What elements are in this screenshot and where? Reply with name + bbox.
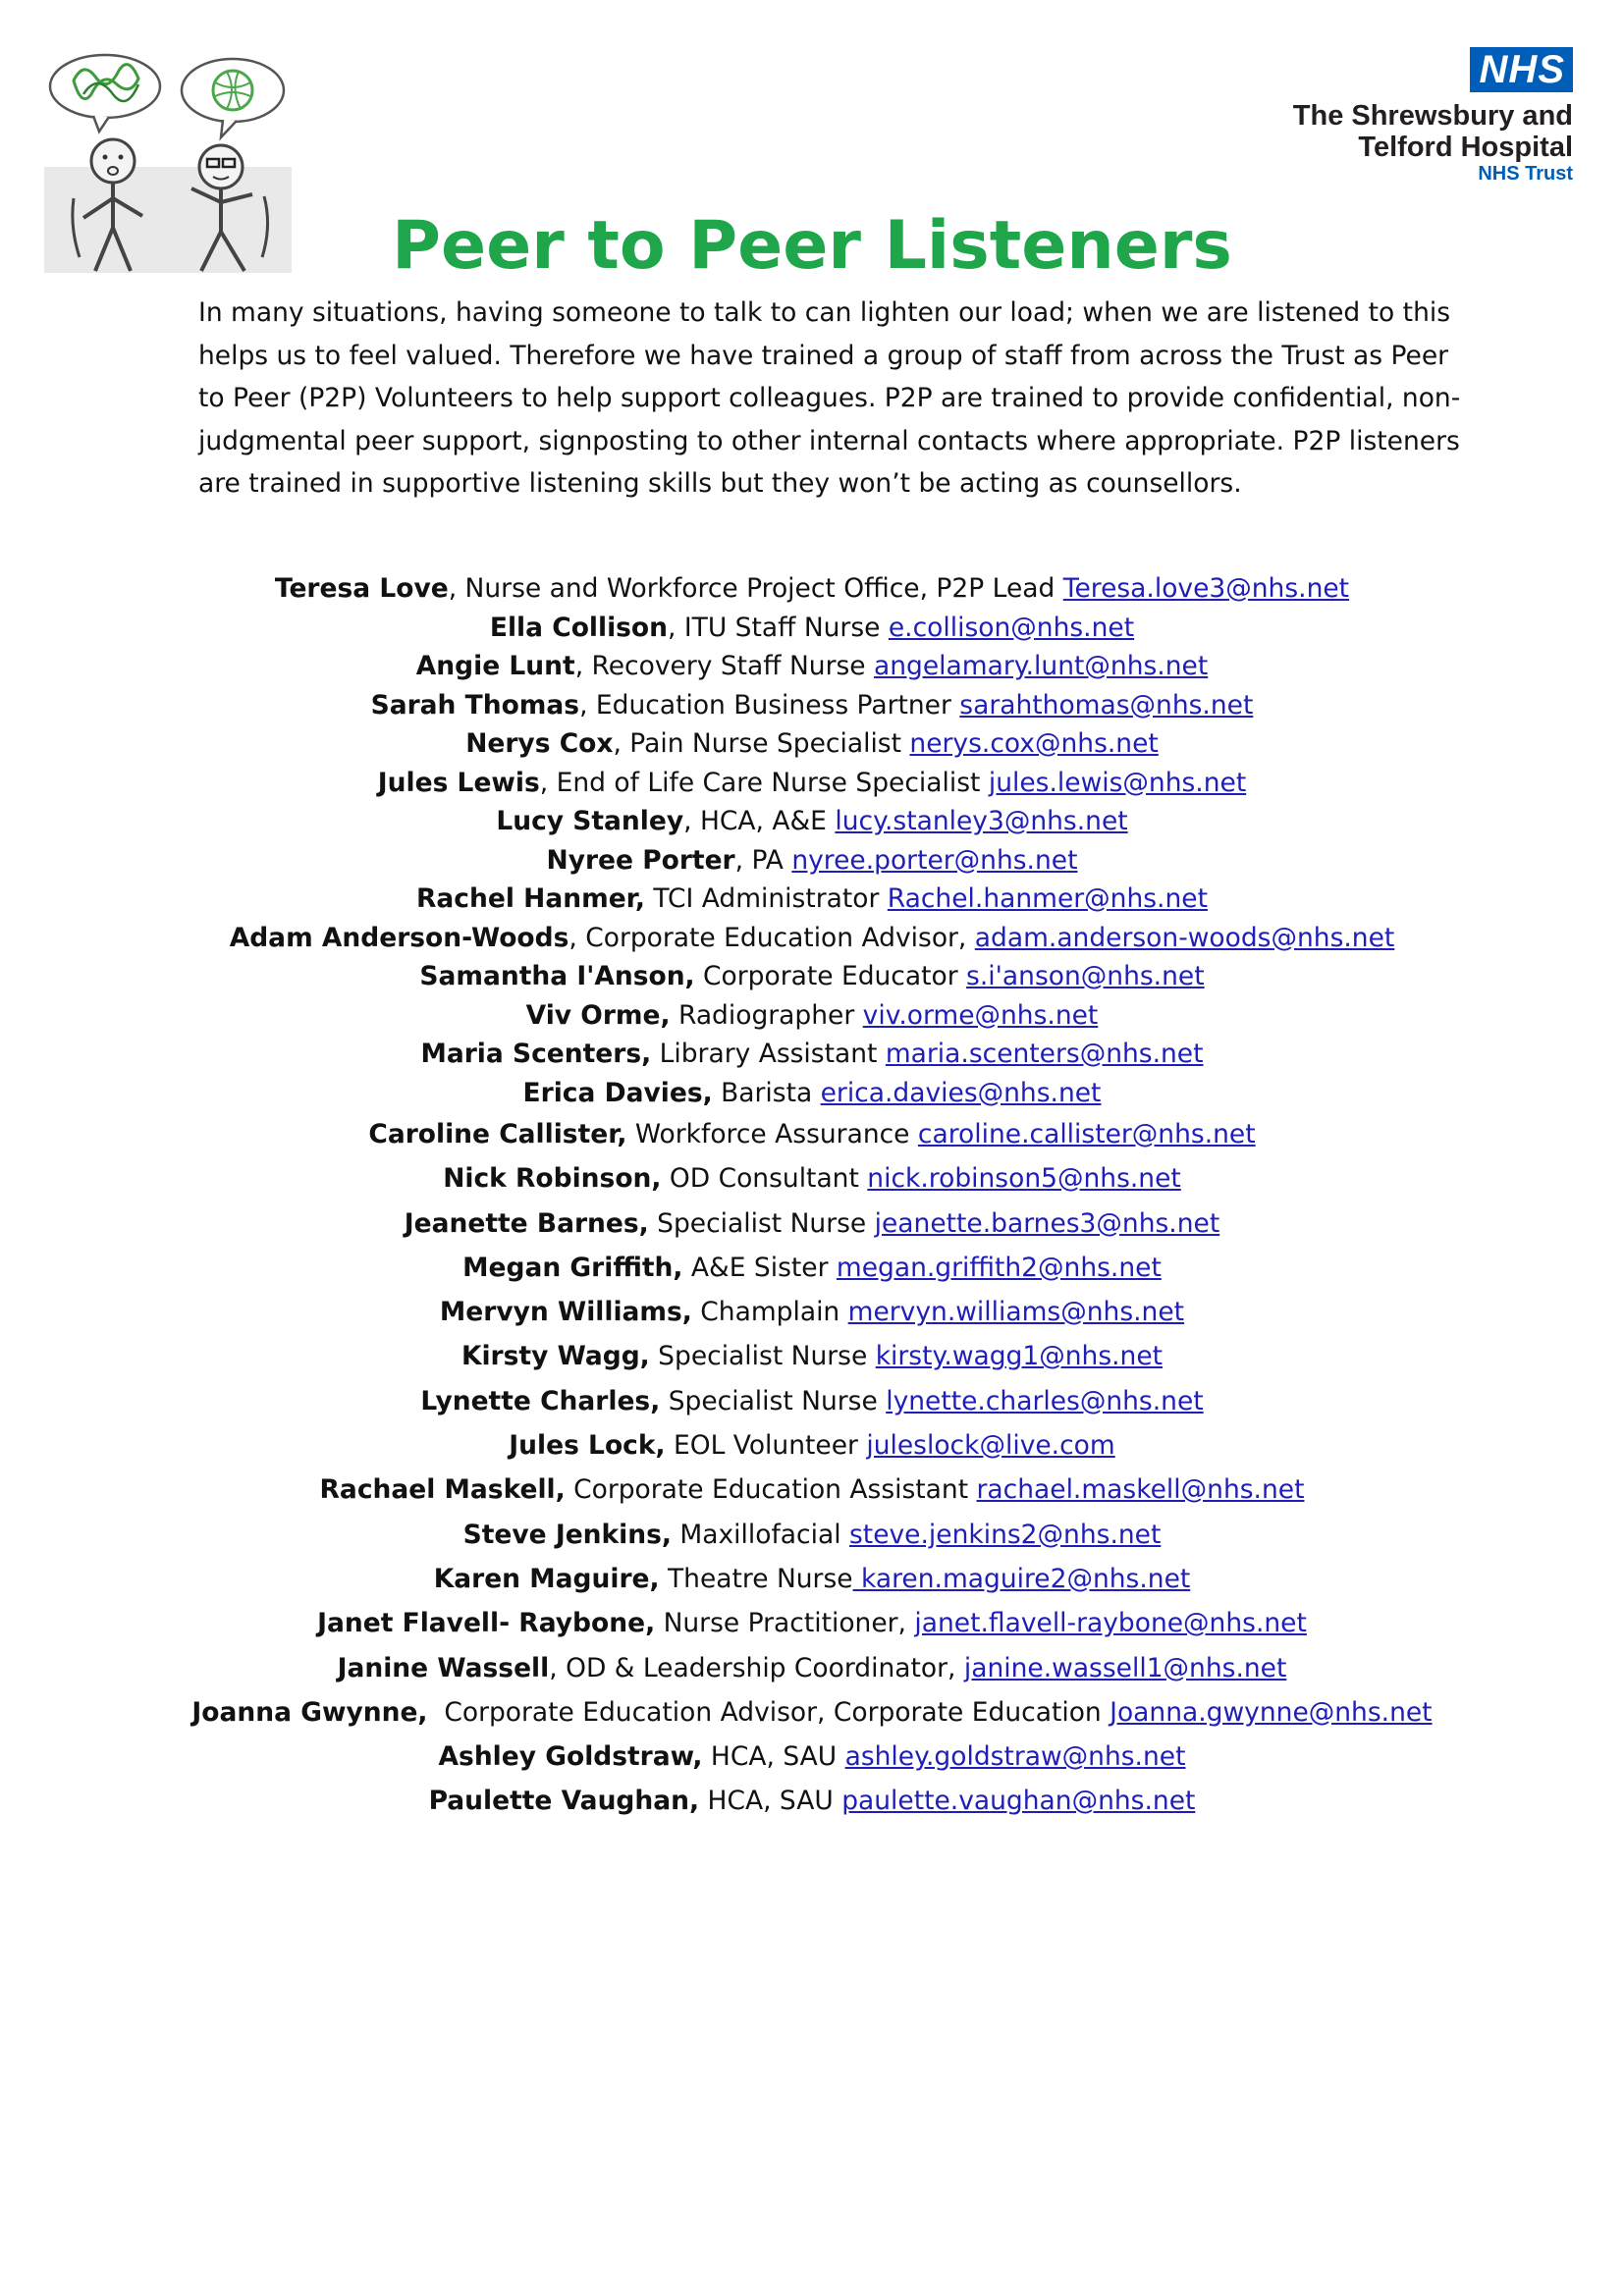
contact-email-link[interactable]: nick.robinson5@nhs.net bbox=[867, 1163, 1181, 1195]
contact-row bbox=[0, 1557, 1624, 1601]
contact-email-link[interactable]: mervyn.williams@nhs.net bbox=[847, 1297, 1185, 1328]
contact-name: Angie Lunt bbox=[415, 651, 575, 681]
contact-role: Champlain bbox=[691, 1297, 848, 1328]
contact-role: , HCA, A&E bbox=[683, 806, 836, 836]
contact-name: Jeanette Barnes, bbox=[404, 1207, 649, 1239]
contact-name: Rachel Hanmer, bbox=[416, 883, 645, 914]
contact-email-link[interactable]: janine.wassell1@nhs.net bbox=[963, 1652, 1287, 1683]
contact-email-link[interactable]: juleslock@live.com bbox=[866, 1430, 1115, 1462]
contact-row bbox=[0, 686, 1624, 725]
contact-role: Maxillofacial bbox=[671, 1519, 849, 1550]
contact-row bbox=[0, 919, 1624, 958]
contact-role: , Corporate Education Advisor, bbox=[568, 922, 975, 953]
contact-name: Ella Collison bbox=[489, 612, 669, 643]
contact-name: Megan Griffith, bbox=[462, 1252, 683, 1283]
contact-name: Teresa Love bbox=[274, 573, 449, 604]
contact-email-link[interactable]: Joanna.gwynne@nhs.net bbox=[1110, 1696, 1433, 1728]
contact-name: Kirsty Wagg, bbox=[460, 1341, 650, 1372]
contact-row bbox=[0, 880, 1624, 919]
contact-row bbox=[0, 1690, 1624, 1735]
contact-email-link[interactable]: nerys.cox@nhs.net bbox=[909, 728, 1159, 759]
contact-role: Library Assistant bbox=[651, 1039, 886, 1069]
contact-role: Corporate Education Advisor, Corporate Education bbox=[427, 1696, 1110, 1728]
contact-name: Nyree Porter bbox=[546, 844, 735, 876]
contact-name: Steve Jenkins, bbox=[462, 1519, 672, 1550]
intro-paragraph: In many situations, having someone to talk to can lighten our load; when we are listened to this helps us to feel valued. Therefore we have trained a group of staff from across the Trust as Peer to Peer (P2P) Volunteers to help support colleagues. P2P are trained to provide confidential, non-judgmental peer support, signposting to other internal contacts where appropriate. P2P listeners are trained in supportive listening skills but they won’t be acting as counsellors. bbox=[198, 297, 1461, 499]
contact-row bbox=[0, 764, 1624, 803]
contact-name: Viv Orme, bbox=[525, 999, 671, 1031]
page-title: Peer to Peer Listeners bbox=[392, 207, 1232, 285]
contact-name: Paulette Vaughan, bbox=[428, 1786, 700, 1817]
contact-email-link[interactable]: adam.anderson-woods@nhs.net bbox=[974, 922, 1395, 953]
contact-role: , OD & Leadership Coordinator, bbox=[549, 1652, 964, 1683]
contact-row bbox=[0, 1513, 1624, 1557]
contact-row bbox=[0, 1201, 1624, 1246]
contact-row bbox=[0, 724, 1624, 764]
contact-email-link[interactable]: nyree.porter@nhs.net bbox=[791, 844, 1078, 876]
contact-email-link[interactable]: jeanette.barnes3@nhs.net bbox=[874, 1207, 1220, 1239]
contact-row bbox=[0, 996, 1624, 1036]
contact-email-link[interactable]: e.collison@nhs.net bbox=[888, 612, 1135, 643]
contact-row bbox=[0, 1601, 1624, 1645]
contact-email-link[interactable]: megan.griffith2@nhs.net bbox=[836, 1252, 1162, 1283]
contact-email-link[interactable]: steve.jenkins2@nhs.net bbox=[849, 1519, 1162, 1550]
contact-name: Lynette Charles, bbox=[420, 1385, 661, 1416]
contact-row bbox=[0, 1779, 1624, 1823]
contact-row bbox=[0, 1156, 1624, 1201]
contact-role: Specialist Nurse bbox=[649, 1341, 876, 1372]
contact-row bbox=[0, 1112, 1624, 1156]
contact-name: Joanna Gwynne, bbox=[191, 1696, 428, 1728]
contact-name: Rachael Maskell, bbox=[319, 1474, 566, 1506]
contact-name: Nerys Cox bbox=[465, 728, 614, 759]
contact-row bbox=[0, 609, 1624, 648]
contact-email-link[interactable]: caroline.callister@nhs.net bbox=[917, 1119, 1256, 1149]
contact-email-link[interactable]: angelamary.lunt@nhs.net bbox=[874, 651, 1209, 681]
contact-email-link[interactable]: erica.davies@nhs.net bbox=[820, 1077, 1102, 1108]
contact-row bbox=[0, 1035, 1624, 1074]
contact-name: Caroline Callister, bbox=[368, 1119, 627, 1149]
contact-name: Maria Scenters, bbox=[420, 1039, 652, 1069]
trust-name-line3: NHS Trust bbox=[1478, 163, 1573, 185]
contact-row bbox=[0, 1074, 1624, 1113]
trust-name-line1: The Shrewsbury and bbox=[1292, 100, 1573, 132]
contact-email-link[interactable]: maria.scenters@nhs.net bbox=[885, 1039, 1204, 1069]
contact-role: OD Consultant bbox=[661, 1163, 868, 1195]
contact-role: TCI Administrator bbox=[644, 883, 888, 914]
contact-email-link[interactable]: lynette.charles@nhs.net bbox=[886, 1385, 1204, 1416]
contact-name: Janet Flavell- Raybone, bbox=[317, 1608, 656, 1639]
contact-role: A&E Sister bbox=[682, 1252, 837, 1283]
contact-role: , ITU Staff Nurse bbox=[668, 612, 889, 643]
contact-name: Mervyn Williams, bbox=[439, 1297, 692, 1328]
trust-name-line2: Telford Hospital bbox=[1358, 132, 1573, 163]
contact-row bbox=[0, 802, 1624, 841]
contact-role: Nurse Practitioner, bbox=[655, 1608, 915, 1639]
contact-email-link[interactable]: ashley.goldstraw@nhs.net bbox=[844, 1741, 1186, 1773]
nhs-badge: NHS bbox=[1470, 47, 1573, 92]
nhs-trust-logo bbox=[1249, 47, 1573, 185]
contact-row bbox=[0, 1735, 1624, 1779]
contact-name: Erica Davies, bbox=[522, 1077, 713, 1108]
contact-role: Corporate Educator bbox=[694, 961, 967, 991]
contact-email-link[interactable]: jules.lewis@nhs.net bbox=[988, 767, 1247, 798]
contact-email-link[interactable]: paulette.vaughan@nhs.net bbox=[841, 1786, 1196, 1817]
contact-email-link[interactable]: janet.flavell-raybone@nhs.net bbox=[914, 1608, 1307, 1639]
contact-email-link[interactable]: s.i'anson@nhs.net bbox=[966, 961, 1205, 991]
contact-email-link[interactable]: Rachel.hanmer@nhs.net bbox=[887, 883, 1208, 914]
contact-name: Lucy Stanley bbox=[496, 806, 684, 836]
contact-role: , Education Business Partner bbox=[579, 689, 960, 721]
contact-role: Radiographer bbox=[670, 999, 863, 1031]
contact-role: EOL Volunteer bbox=[665, 1430, 867, 1462]
contact-role: Specialist Nurse bbox=[648, 1207, 875, 1239]
contact-role: , Recovery Staff Nurse bbox=[574, 651, 875, 681]
contact-role: , Nurse and Workforce Project Office, P2P Lead bbox=[448, 573, 1063, 604]
contact-email-link[interactable]: sarahthomas@nhs.net bbox=[959, 689, 1254, 721]
contact-role: Corporate Education Assistant bbox=[565, 1474, 977, 1506]
contact-role: HCA, SAU bbox=[702, 1741, 845, 1773]
contact-email-link[interactable]: viv.orme@nhs.net bbox=[862, 999, 1099, 1031]
contact-row bbox=[0, 1468, 1624, 1512]
contact-role: , Pain Nurse Specialist bbox=[613, 728, 910, 759]
contact-row bbox=[0, 1290, 1624, 1334]
contact-email-link[interactable]: karen.maguire2@nhs.net bbox=[852, 1563, 1191, 1594]
contact-name: Jules Lewis bbox=[377, 767, 540, 798]
contact-email-link[interactable]: lucy.stanley3@nhs.net bbox=[835, 806, 1128, 836]
contact-row bbox=[0, 569, 1624, 609]
contact-row bbox=[0, 957, 1624, 996]
contact-name: Samantha I'Anson, bbox=[419, 961, 695, 991]
contacts-list bbox=[0, 569, 1624, 1824]
contact-row bbox=[0, 1423, 1624, 1468]
contact-row bbox=[0, 1379, 1624, 1423]
contact-row bbox=[0, 647, 1624, 686]
contact-row bbox=[0, 1646, 1624, 1690]
contact-role: Workforce Assurance bbox=[626, 1119, 918, 1149]
contact-role: Barista bbox=[712, 1077, 821, 1108]
contact-name: Sarah Thomas bbox=[370, 689, 580, 721]
contact-email-link[interactable]: rachael.maskell@nhs.net bbox=[976, 1474, 1305, 1506]
contact-name: Adam Anderson-Woods bbox=[229, 922, 569, 953]
contact-email-link[interactable]: kirsty.wagg1@nhs.net bbox=[875, 1341, 1164, 1372]
contact-name: Karen Maguire, bbox=[433, 1563, 660, 1594]
contact-role: , PA bbox=[734, 844, 792, 876]
contact-role: , End of Life Care Nurse Specialist bbox=[539, 767, 989, 798]
contact-role: Theatre Nurse bbox=[659, 1563, 853, 1594]
contact-row bbox=[0, 841, 1624, 881]
contact-name: Nick Robinson, bbox=[443, 1163, 662, 1195]
contact-role: HCA, SAU bbox=[699, 1786, 842, 1817]
contact-email-link[interactable]: Teresa.love3@nhs.net bbox=[1062, 573, 1350, 604]
contact-row bbox=[0, 1334, 1624, 1378]
contact-name: Ashley Goldstraw, bbox=[438, 1741, 703, 1773]
contact-row bbox=[0, 1246, 1624, 1290]
contact-name: Jules Lock, bbox=[509, 1430, 666, 1462]
contact-name: Janine Wassell bbox=[337, 1652, 550, 1683]
contact-role: Specialist Nurse bbox=[660, 1385, 887, 1416]
